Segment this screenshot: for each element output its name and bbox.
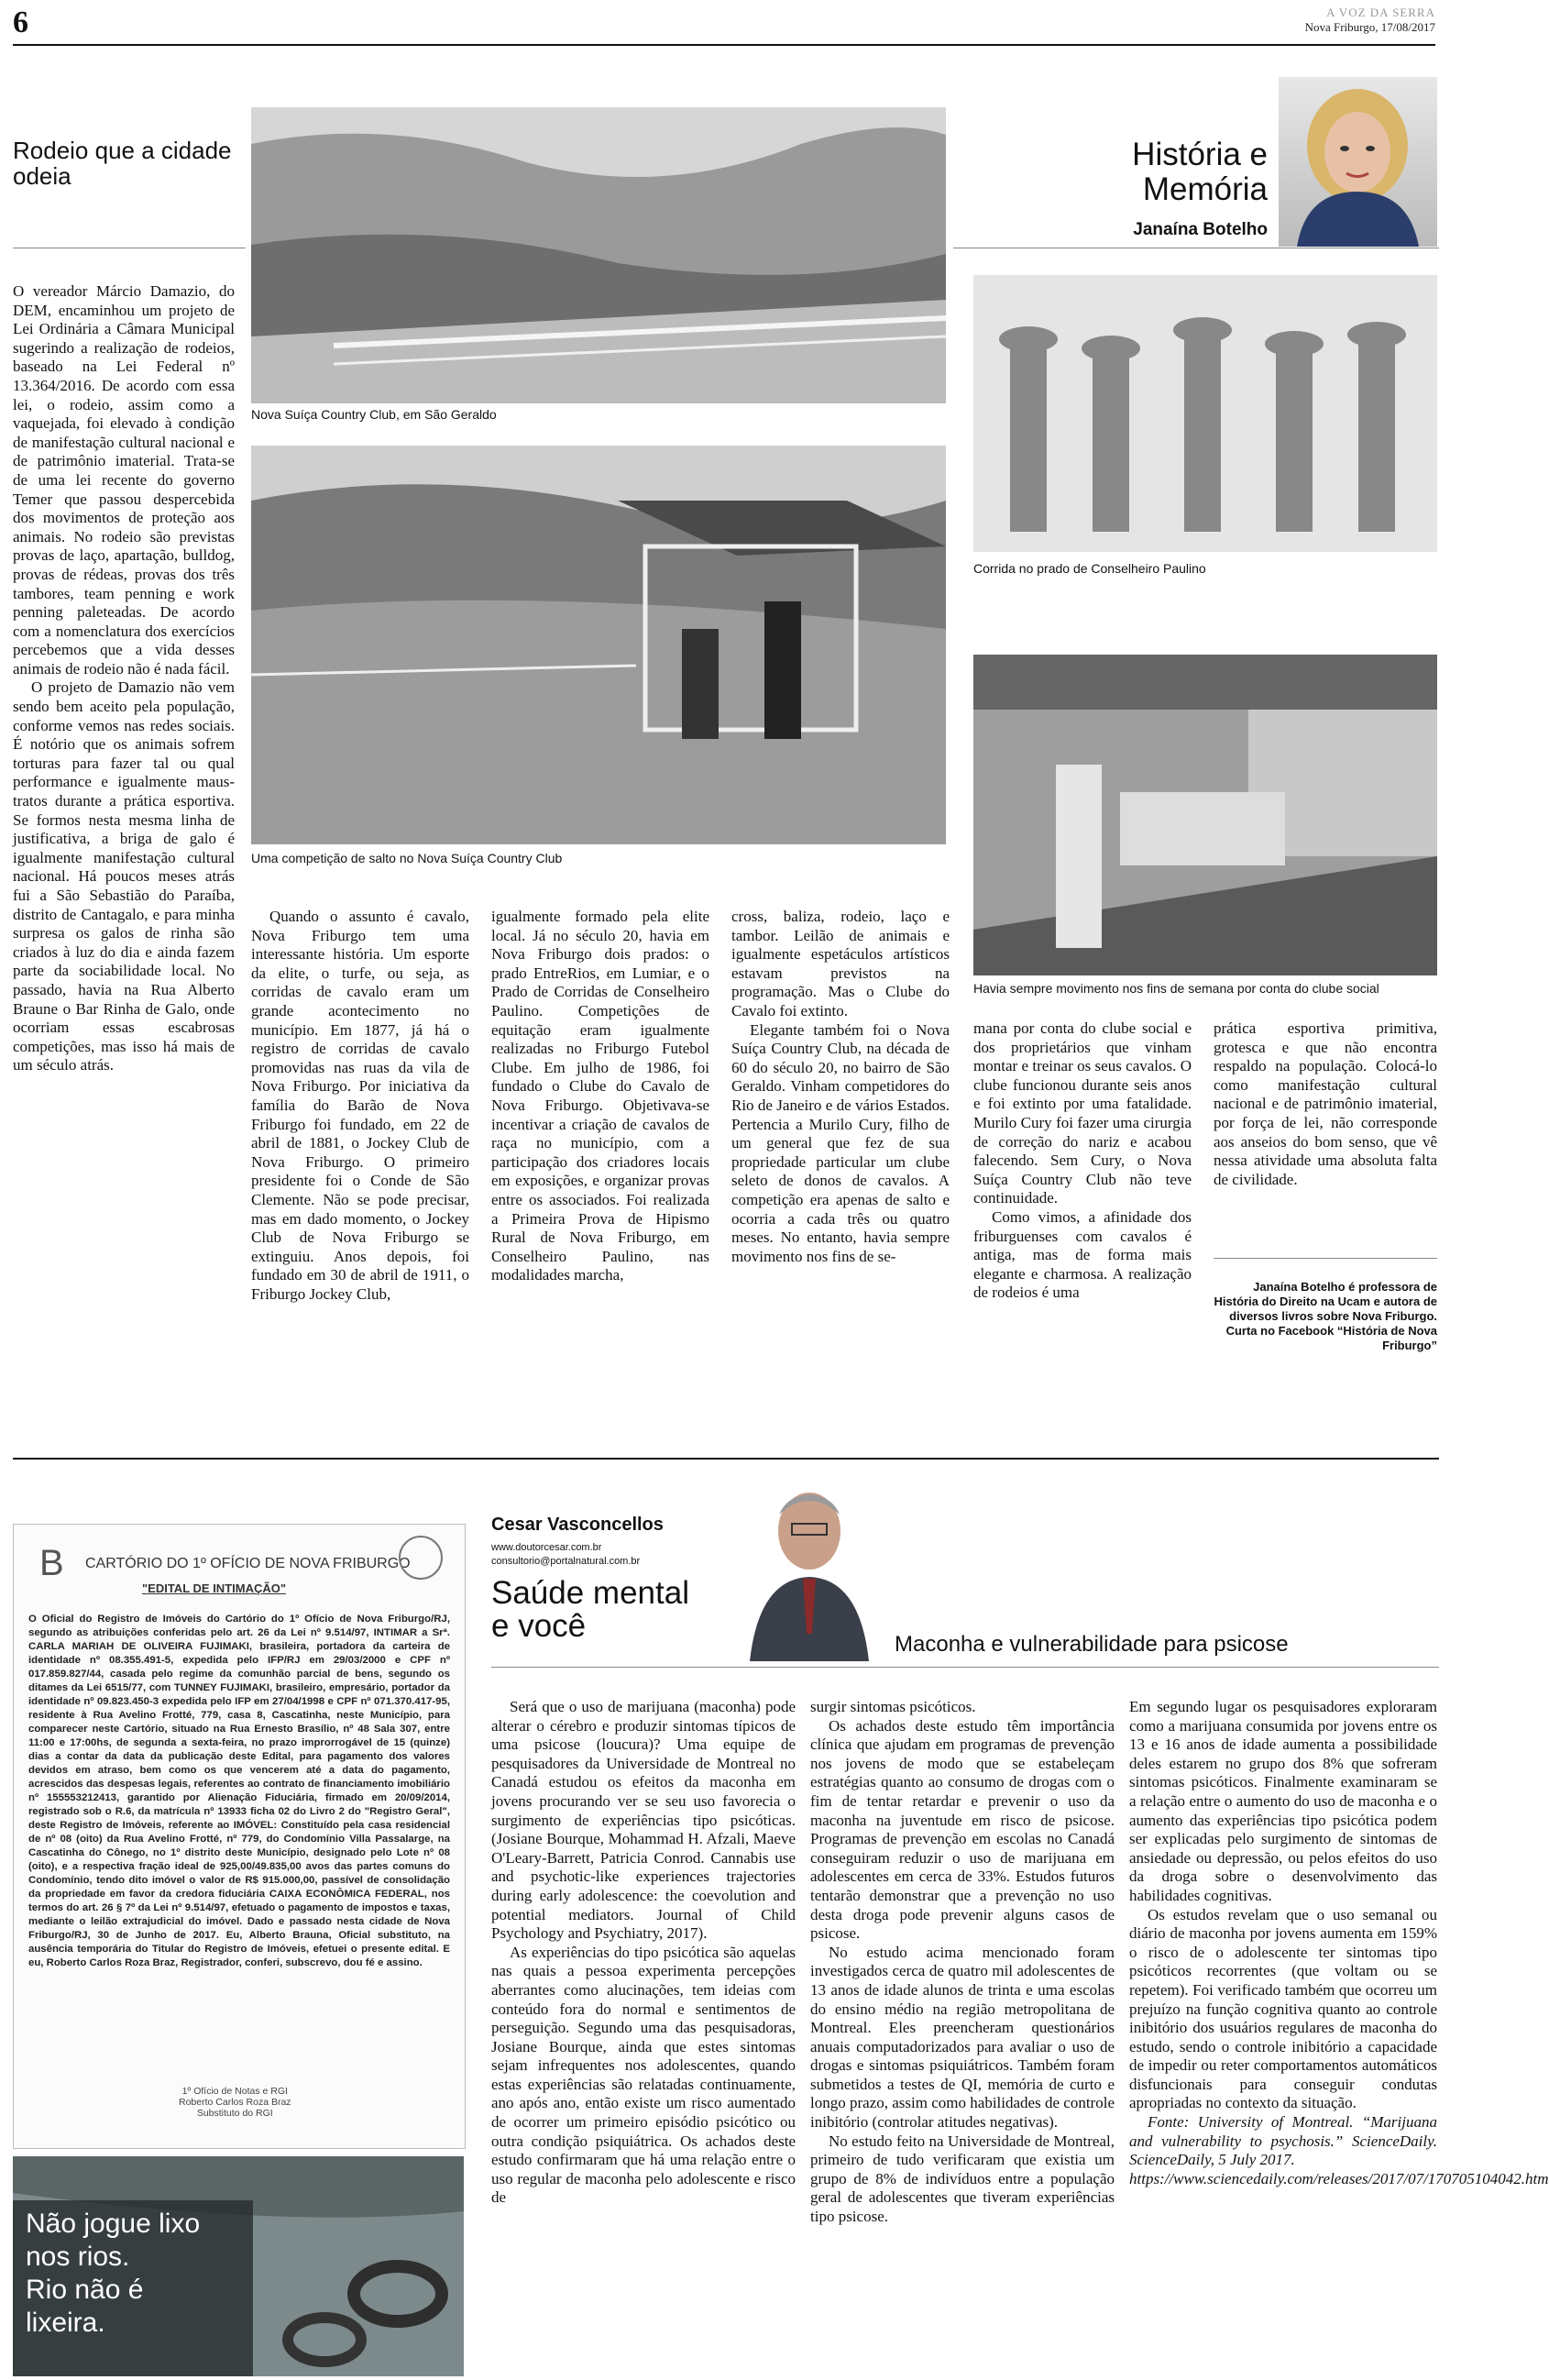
article-historia-col5: mana por conta do clube social e dos proprietários que vinham montar e treinar os seus cavalos. O clube funcionou durante seis anos e foi extinto por uma fatalidade. Murilo Cury foi fazer uma cirurgia de correção do nariz e acabou falecendo. Sem Cury, o Nova Suíça Country Club não teve continuidade. Como vimos, a afinidade dos friburguenses com cavalos é antiga, mas de forma mais elegante e charmosa. A realização de rodeios é uma [973, 1019, 1192, 1302]
bio-rule [1214, 1258, 1437, 1259]
edital-stamp: 1º Ofício de Notas e RGI Roberto Carlos Roza Braz Substituto do RGI [179, 2086, 291, 2119]
caption-photo4: Havia sempre movimento nos fins de semana por conta do clube social [973, 981, 1379, 996]
date-line: Nova Friburgo, 17/08/2017 [1304, 20, 1435, 34]
column-title-historia: História e Memória [1132, 137, 1268, 207]
edital-notice [13, 1524, 466, 2149]
headline-rodeio: Rodeio que a cidade odeia [13, 137, 232, 190]
photo-jumping-competition [251, 446, 946, 844]
article-historia-col1: O vereador Márcio Damazio, do DEM, encaminhou um projeto de Lei Ordinária a Câmara Municipal sugerindo a realização de rodeios, baseado na Lei Federal nº 13.364/2016. De acordo com essa lei, o rodeio, assim como a vaquejada, foi elevado à condição de manifestação cultural nacional e de patrimônio imaterial. Trata-se de uma lei recente do governo Temer que passou despercebida dos movimentos de proteção aos animais. No rodeio são previstas provas de laço, apartação, bulldog, provas de rédeas, provas dos três tambores, team penning e work penning paleteadas. De acordo com a nomenclatura dos exercícios percebemos que a vida desses animais de rodeio não é nada fácil. O projeto de Damazio não vem sendo bem aceito pela população, conforme vemos nas redes sociais. É notório que os animais sofrem torturas para fazer tal ou qual performance e igualmente maus-tratos durante a prática esportiva. Se formos nesta mesma linha de justificativa, a briga de galo é igualmente manifestação cultural nacional. Há poucos meses atrás fui a São Sebastião do Paraíba, distrito de Cantagalo, e para minha surpresa os galos de rinha são criados à luz do dia e ainda fazem parte da sociabilidade local. No passado, havia na Rua Alberto Braune o Bar Rinha de Galo, onde ocorriam essas escabrosas competições, mas isso há mais de um século atrás. [13, 282, 235, 1074]
office-logo: B [39, 1543, 64, 1583]
article-historia-col4: cross, baliza, rodeio, laço e tambor. Leilão de animais e igualmente espetáculos artísticos estavam previstos na programação. Mas o Clube do Cavalo foi extinto. Elegante também foi o Nova Suíça Country Club, na década de 60 do século 20, no bairro de São Geraldo. Vinham competidores do Rio de Janeiro e de vários Estados. Pertencia a Murilo Cury, filho de um general que fez de sua propriedade particular um clube seleto de donos de cavalos. A competição era apenas de salto e ocorria a cada três ou quatro meses. No entanto, havia sempre movimento nos fins de se- [731, 908, 950, 1265]
article-historia-col3: igualmente formado pela elite local. Já no século 20, havia em Nova Friburgo dois prados: o prado EntreRios, em Lumiar, e o Prado de Corridas de Conselheiro Paulino. Competições de equitação eram igualmente realizadas no Friburgo Futebol Clube. Em julho de 1986, foi fundado o Clube do Cavalo de Nova Friburgo. Objetivava-se incentivar a criação de cavalos de raça no município, com a participação dos criadores locais em exposições, e organizar provas entre os associados. Foi realizada a Primeira Prova de Hipismo Rural de Nova Friburgo, em Conselheiro Paulino, nas modalidades marcha, [491, 908, 709, 1284]
article-saude-col1: Será que o uso de marijuana (maconha) pode alterar o cérebro e produzir sintomas típicos de uma psicose (loucura)? Uma equipe de pesquisadores da Universidade de Montreal no Canadá estudou os efeitos da maconha em jovens procurando ver se seu uso favorecia o surgimento de experiências tipo psicóticas. (Josiane Bourque, Mohammad H. Afzali, Maeve O'Leary-Barrett, Patricia Conrod. Cannabis use and psychotic-like experiences trajectories during early adolescence: the coevolution and potential mediators. Journal of Child Psychology and Psychiatry, 2017). As experiências do tipo psicótica são aquelas nas quais a pessoa experimenta percepções aberrantes como alucinações, tem ideias com conteúdo fora do normal e sentimentos de perseguição. Segundo uma das pesquisadoras, Josiane Bourque, ainda que estes sintomas sejam infrequentes nos adolescentes, quando estas experiências são relatadas continuamente, ano após ano, então existe um risco aumentado de ocorrer um primeiro episódio psicótico ou outra condição psiquiátrica. Os achados deste estudo confirmaram que há uma relação entre o uso regular de maconha pelo adolescente e risco de [491, 1698, 796, 2207]
author-photo-cesar [741, 1478, 878, 1661]
article-historia-col2: Quando o assunto é cavalo, Nova Friburgo tem uma interessante história. Um esporte da elite, o turfe, ou seja, as corridas de cavalo eram um grande acontecimento no município. Em 1877, já há o registro de corridas de cavalo promovidas nas ruas da vila de Nova Friburgo. Por iniciativa da família do Barão de Nova Friburgo foi fundado, em 22 de abril de 1881, o Jockey Club de Nova Friburgo. O primeiro presidente foi o Conde de São Clemente. Não se pode precisar, mas em dado momento, o Jockey Club de Nova Friburgo se extinguiu. Anos depois, foi fundado em 30 de abril de 1911, o Friburgo Jockey Club, [251, 908, 469, 1303]
photo-club-social [973, 655, 1437, 975]
caption-photo2: Uma competição de salto no Nova Suíça Country Club [251, 851, 563, 865]
author-cesar: Cesar Vasconcellos [491, 1515, 664, 1535]
photo-nova-suica-landscape [251, 107, 946, 403]
article-saude-col2: surgir sintomas psicóticos. Os achados deste estudo têm importância clínica que ajudam em programas de prevenção nos jovens de modo que se estabeleçam estratégias quanto ao consumo de drogas com o fim de tentar retardar e prevenir o uso da maconha na juventude em risco de psicose. Programas de prevenção em escolas no Canadá conseguiram reduzir o uso de marijuana em adolescentes em cerca de 33%. Estudos futuros tentarão demonstrar que a prevenção no uso desta droga pode prevenir alguns casos de psicose. No estudo acima mencionado foram investigados cerca de quatro mil adolescentes de 13 anos de idade alunos de trinta e uma escolas do ensino médio na região metropolitana de Montreal. Eles preencheram questionários anuais computadorizados para avaliar o uso de drogas e sintomas psiquiátricos. Também foram submetidos a testes de QI, memória de curto e longo prazo, assim como habilidades de controle inibitório (controlar atitudes negativas). No estudo feito na Universidade de Montreal, primeiro de tudo verificaram que existia um grupo de 8% de indivíduos entre a população geral de adolescentes que tiveram experiências tipo psicose. [810, 1698, 1115, 2226]
paper-name: A VOZ DA SERRA [1326, 6, 1435, 19]
office-name: CARTÓRIO DO 1º OFÍCIO DE NOVA FRIBURGO [85, 1556, 411, 1571]
edital-body: O Oficial do Registro de Imóveis do Cartório do 1º Ofício de Nova Friburgo/RJ, segundo as atribuições conferidas pelo art. 26 da Lei nº 9.514/97, INTIMAR a Srª. CARLA MARIAH DE OLIVEIRA FUJIMAKI, brasileira, portadora da carteira de identidade nº 08.355.491-5, expedida pelo IFP/RJ em 29/03/2000 e CPF nº 017.859.827/44, casada pelo regime da comunhão parcial de bens, segundo os ditames da Lei 6515/77, com TUNNEY FUJIMAKI, brasileiro, empresário, portador da identidade nº 09.823.450-3 expedida pelo IFP em 27/04/1998 e CPF nº 071.370.417-95, residente à Rua Avelino Frotté, 779, casa 8, Cascatinha, neste Município, para comparecer neste Cartório, situado na Rua Ernesto Brasílio, nº 48 Sala 307, entre 11:00 e 17:00hs, de segunda a sexta-feira, no prazo improrrogável de 15 (quinze) dias a contar da data da publicação deste Edital, para pagamento dos valores devidos em atraso, bem como os que vencerem até a data do pagamento, acrescidos das despesas legais, referentes ao contrato de financiamento imobiliário nº 155553212413, garantido por Alienação Fiduciária, firmado em 20/09/2014, registrado sob o R.6, da matrícula nº 13933 ficha 02 do Livro 2 do "Registro Geral", deste Registro de Imóveis, referente ao IMÓVEL: Constituído pela casa residencial de nº 08 (oito) da Rua Avelino Frotté, nº 779, do Condomínio Villa Passalarge, na Cascatinha do Cônego, no 1º distrito deste Município, designado pelo Lote nº 08 (oito), e a respectiva fração ideal de 925,00/49.835,00 avos das partes comuns do Condomínio, tendo dito imóvel o valor de R$ 915.000,00, passível de consolidação da propriedade em favor da credora fiduciária CAIXA ECONÔMICA FEDERAL, nos termos do art. 26 § 7º da Lei nº 9.514/97, efetuado o pagamento de impostos e taxas, mediante o leilão extrajudicial do imóvel. Dado e passado nesta cidade de Nova Friburgo/RJ, 30 de Junho de 2017. Eu, Alberto Brauna, Oficial substituto, na ausência temporária do Titular do Registro de Imóveis, efetuei o presente edital. E eu, Roberto Carlos Roza Braz, Registrador, conferi, subscrevo, dou fé e assino. [28, 1614, 450, 1968]
author-bio: Janaína Botelho é professora de História do Direito na Ucam e autora de diversos livros sobre Nova Friburgo. Curta no Facebook “História de Nova Friburgo” [1214, 1280, 1437, 1352]
author-email: consultorio@portalnatural.com.br [491, 1556, 641, 1567]
author-site: www.doutorcesar.com.br [491, 1542, 602, 1553]
article-source-url[interactable]: https://www.sciencedaily.com/releases/2017/07/170705104042.htm [1129, 2169, 1549, 2187]
article-historia-col6: prática esportiva primitiva, grotesca e que não encontra respaldo na população. Colocá-lo como manifestação cultural nacional e de patrimônio imaterial, por força de lei, não corresponde aos anseios do bom senso, que vê nessa atividade uma absoluta falta de civilidade. [1214, 1019, 1437, 1188]
author-janaina: Janaína Botelho [1133, 220, 1268, 239]
headline-maconha: Maconha e vulnerabilidade para psicose [895, 1632, 1289, 1657]
header-rule [13, 44, 1435, 46]
column-title-saude: Saúde mental e você [491, 1575, 689, 1644]
page-number: 6 [13, 6, 28, 39]
caption-photo1: Nova Suíça Country Club, em São Geraldo [251, 407, 497, 422]
article-source: Fonte: University of Montreal. “Marijuana and vulnerability to psychosis.” ScienceDaily. ScienceDaily, 5 July 2017. [1129, 2113, 1437, 2169]
edital-title: "EDITAL DE INTIMAÇÃO" [142, 1581, 287, 1595]
photo-prado-conselheiro [973, 275, 1437, 552]
section-divider [13, 1458, 1439, 1460]
author-photo-janaina [1279, 77, 1437, 247]
ad-rio-lixo [13, 2156, 464, 2376]
bottom-headline-rule [491, 1667, 1439, 1668]
office-seal-icon [399, 1536, 443, 1580]
caption-photo3: Corrida no prado de Conselheiro Paulino [973, 561, 1206, 576]
article-saude-col3: Em segundo lugar os pesquisadores exploraram como a marijuana consumida por jovens entre os 13 e 16 anos de idade aumenta a possibilidade deles estarem no grupo dos 8% que sofreram sintomas psicóticos. Finalmente examinaram se a relação entre o aumento do uso de maconha e o aumento das experiências tipo psicótica podem ser explicadas pelo surgimento de sintomas de ansiedade ou depressão, ou pelos efeitos do uso da droga sobre o desenvolvimento das habilidades cognitivas. Os estudos revelam que o uso semanal ou diário de maconha por jovens aumenta em 159% o risco de o adolescente ter sintomas tipo psicóticos recorrentes (que voltam ou se repetem). Foi verificado também que ocorreu um prejuízo na função cognitiva quanto ao controle inibitório dos usuários regulares de maconha do estudo, sendo o controle inibitório a capacidade de impedir ou reter comportamentos automáticos disfuncionais para conseguir condutas apropriadas no contexto da situação. Fonte: University of Montreal. “Marijuana and vulnerability to psychosis.” ScienceDaily. ScienceDaily, 5 July 2017. https://www.sciencedaily.com/releases/2017/07/170705104042.htm [1129, 1698, 1549, 2187]
ad-text: Não jogue lixo nos rios. Rio não é lixeira. [26, 2209, 201, 2338]
